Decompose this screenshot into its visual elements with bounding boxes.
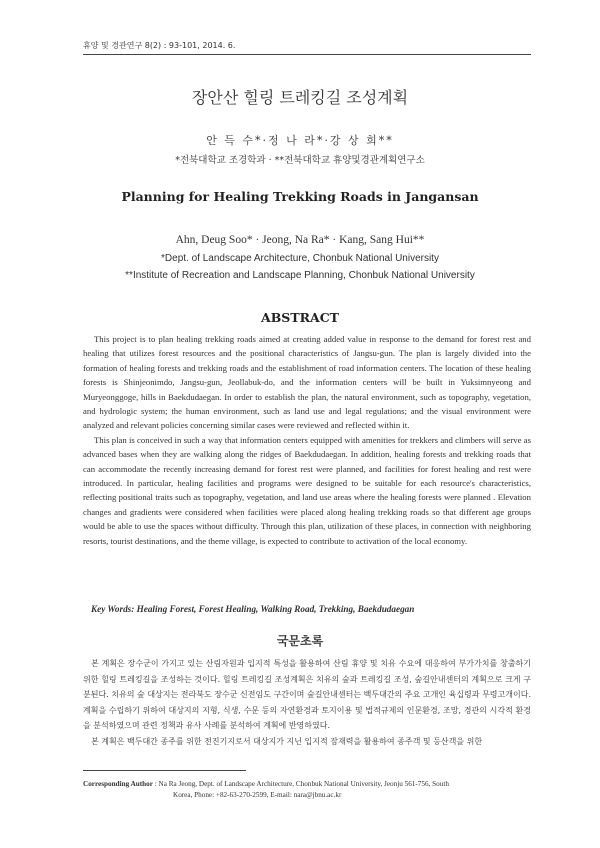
korean-title: 장안산 힐링 트레킹길 조성계획 [191, 88, 409, 107]
korean-abstract-body [83, 656, 531, 750]
abstract-body [83, 332, 531, 548]
header-divider [83, 54, 531, 55]
footnote-line-2: Korea, Phone: +82-63-270-2599, E-mail: nara@jbnu.ac.kr [173, 791, 342, 799]
journal-citation: 휴양 및 경관연구 8(2) : 93-101, 2014. 6. [83, 41, 236, 50]
abstract-paragraph-1: This project is to plan healing trekking roads aimed at creating added value in response to the demand for forest rest and healing that utilizes forest resources and the positional characteristics of Jangsu-gun. The plan is largely divided into the formation of healing forests and trekking roads and the establishment of road information centers. The location of these healing forests is Shinjeonimdo, Jangsu-gun, Jeollabuk-do, and the information centers will be built in Yuksimnyeong and Muryeonggoge, hills in Baekdudaegan. In order to establish the plan, the natural environment, such as topography, vegetation, and hydrologic system; the human environment, such as land use and legal regulations; and the visual environment were analyzed and relevant policies concerning similar cases were reviewed and reflected within it. [83, 334, 531, 431]
korean-authors: 안 득 수*·정 나 라*·강 상 희** [206, 134, 394, 147]
english-affiliation-2: **Institute of Recreation and Landscape Planning, Chonbuk National University [125, 270, 475, 281]
english-authors: Ahn, Deug Soo* · Jeong, Na Ra* · Kang, Sang Hui** [175, 234, 425, 246]
korean-paragraph-1: 본 계획은 장수군이 가지고 있는 산림자원과 입지적 특성을 활용하여 산림 휴양 및 치유 수요에 대응하여 부가가치를 창출하기 위한 힐링 트레킹길을 조성하는 것이다. 힐링 트레킹길 조성계획은 치유의 숲과 트레킹길 조성, 숲길안내센터의 계획으로 크게 구분된다. 치유의 숲 대상지는 전라북도 장수군 신전임도 구간이며 숲길안내센터는 백두대간의 주요 고개인 육십령과 무령고개이다. 계획을 수립하기 위하여 대상지의 지형, 식생, 수문 등의 자연환경과 토지이용 및 법적규제의 인문환경, 조망, 경관의 시각적 환경을 분석하였으며 관련 정책과 유사 사례를 분석하여 계획에 반영하였다. [83, 659, 531, 731]
abstract-heading: ABSTRACT [261, 310, 339, 325]
english-title: Planning for Healing Trekking Roads in Jangansan [121, 189, 479, 204]
footnote-line-1 [83, 779, 531, 790]
english-affiliation-1: *Dept. of Landscape Architecture, Chonbuk National University [161, 253, 439, 264]
abstract-paragraph-2: This plan is conceived in such a way that information centers equipped with amenities for trekkers and climbers will serve as advanced bases when they are walking along the ridges of Baekdudaegan. In addition, healing forests and trekking roads that can accommodate the recently increasing demand for forest rest were planned, and facilities for forest healing and rest were introduced. In particular, healing facilities and programs were designed to be suitable for each resource's characteristics, reflecting positional traits such as topography, vegetation, and land use areas where the healing forests were planned . Elevation changes and gradients were considered when facilities were placed along healing trekking roads so that different age groups would be able to use the spaces without difficulty. Through this plan, utilization of these places, in connection with neighboring resorts, tourist destinations, and the theme village, is expected to contribute to activation of the local economy. [83, 434, 531, 546]
footnote-label: Corresponding Author [83, 780, 153, 788]
footnote-divider [83, 770, 246, 771]
korean-paragraph-2: 본 계획은 백두대간 종주를 위한 전진기지로서 대상지가 지닌 입지적 잠재력을 활용하여 종주객 및 등산객을 위한 [91, 736, 483, 746]
footnote [83, 779, 531, 801]
footnote-text-1: : Na Ra Jeong, Dept. of Landscape Architecture, Chonbuk National University, Jeonju 561-756, South [154, 780, 449, 788]
korean-abstract-heading: 국문초록 [276, 634, 324, 648]
korean-affiliation: *전북대학교 조경학과 · **전북대학교 휴양및경관계획연구소 [175, 155, 425, 166]
keywords: Key Words: Healing Forest, Forest Healing, Walking Road, Trekking, Baekdudaegan [91, 604, 415, 614]
